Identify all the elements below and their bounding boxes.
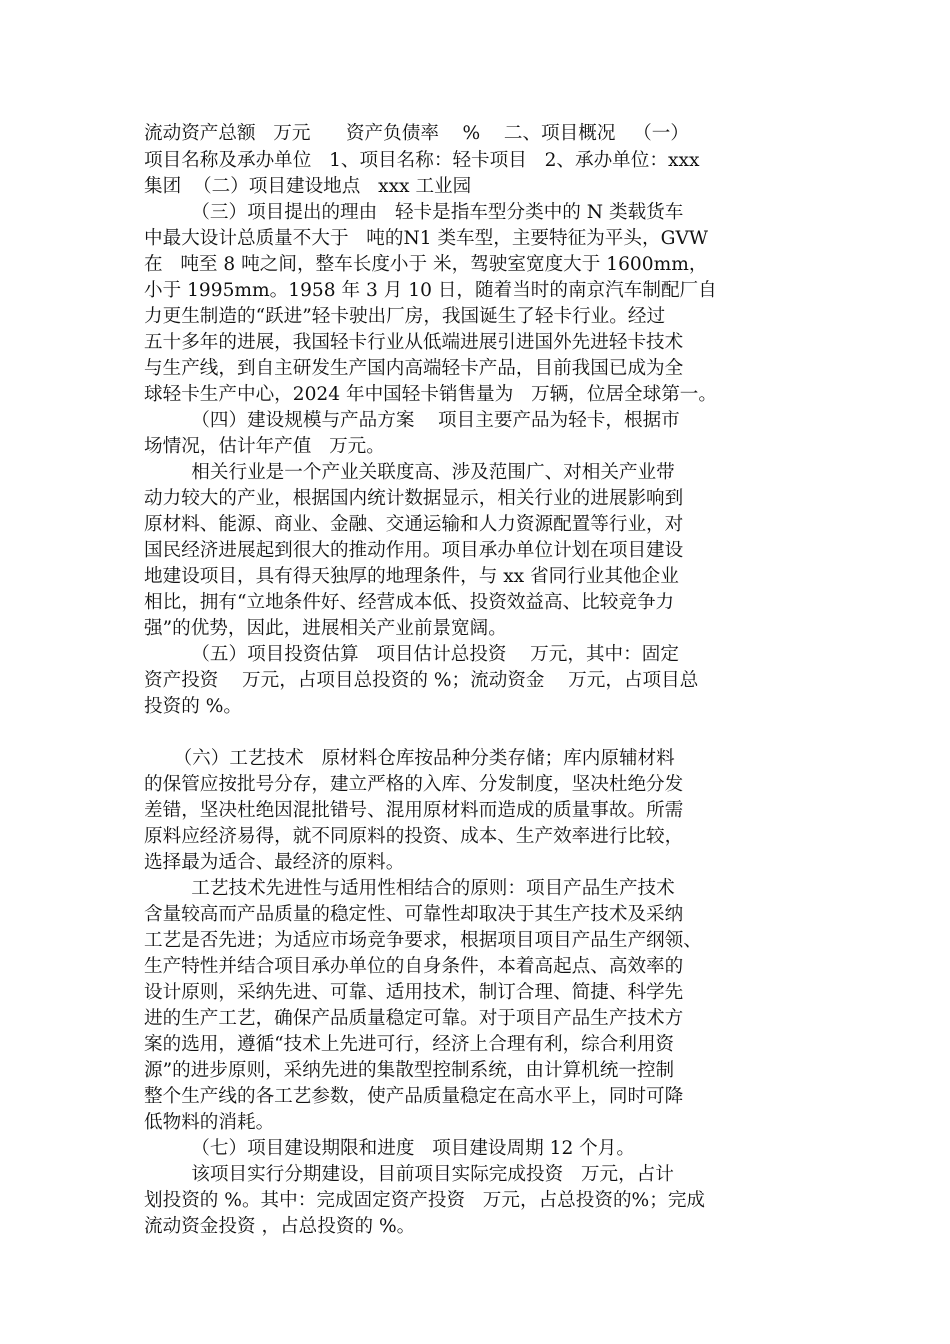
text-line: 设计原则，采纳先进、可靠、适用技术，制订合理、简捷、科学先 <box>144 982 684 1003</box>
text-line: 投资的 %。 <box>144 696 242 717</box>
text-line: 流动资金投资 ，占总投资的 %。 <box>144 1216 416 1237</box>
text-line: 地建设项目，具有得天独厚的地理条件，与 xx 省同行业其他企业 <box>144 566 679 587</box>
text-line: 场情况，估计年产值 万元。 <box>144 436 385 457</box>
text-line: 在 吨至 8 吨之间，整车长度小于 米，驾驶室宽度大于 1600mm， <box>144 254 708 275</box>
text-line: 含量较高而产品质量的稳定性、可靠性却取决于其生产技术及采纳 <box>144 904 684 925</box>
text-line: 五十多年的进展，我国轻卡行业从低端进展引进国外先进轻卡技术 <box>144 332 684 353</box>
text-line: 动力较大的产业，根据国内统计数据显示，相关行业的进展影响到 <box>144 488 684 509</box>
text-line: 项目名称及承办单位 1、项目名称：轻卡项目 2、承办单位：xxx <box>144 150 700 171</box>
text-line: 选择最为适合、最经济的原料。 <box>144 852 405 873</box>
text-line: 集团 （二）项目建设地点 xxx 工业园 <box>144 176 472 197</box>
text-line: 原材料、能源、商业、金融、交通运输和人力资源配置等行业，对 <box>144 514 684 535</box>
text-line: 工艺技术先进性与适用性相结合的原则：项目产品生产技术 <box>144 878 675 899</box>
text-line: 整个生产线的各工艺参数，使产品质量稳定在高水平上，同时可降 <box>144 1086 684 1107</box>
text-line: 划投资的 %。其中：完成固定资产投资 万元，占总投资的%；完成 <box>144 1190 706 1211</box>
text-line: （五）项目投资估算 项目估计总投资 万元，其中：固定 <box>144 644 679 665</box>
text-line: 力更生制造的“跃进”轻卡驶出厂房，我国诞生了轻卡行业。经过 <box>144 306 666 327</box>
text-line: 相关行业是一个产业关联度高、涉及范围广、对相关产业带 <box>144 462 675 483</box>
text-line <box>144 721 824 745</box>
text-line: 原料应经济易得，就不同原料的投资、成本、生产效率进行比较， <box>144 826 684 847</box>
text-line: 国民经济进展起到很大的推动作用。项目承办单位计划在项目建设 <box>144 540 684 561</box>
text-line: 中最大设计总质量不大于 吨的N1 类车型，主要特征为平头，GVW <box>144 228 708 249</box>
text-line: 进的生产工艺，确保产品质量稳定可靠。对于项目产品生产技术方 <box>144 1008 684 1029</box>
text-line: （七）项目建设期限和进度 项目建设周期 12 个月。 <box>144 1138 635 1159</box>
text-line: （三）项目提出的理由 轻卡是指车型分类中的 N 类载货车 <box>144 202 684 223</box>
text-line: 的保管应按批号分存，建立严格的入库、分发制度，坚决杜绝分发 <box>144 774 684 795</box>
text-line: 工艺是否先进；为适应市场竞争要求，根据项目项目产品生产纲领、 <box>144 930 702 951</box>
text-line: 与生产线，到自主研发生产国内高端轻卡产品，目前我国已成为全 <box>144 358 684 379</box>
text-line: 相比，拥有“立地条件好、经营成本低、投资效益高、比较竞争力 <box>144 592 675 613</box>
text-line: 资产投资 万元，占项目总投资的 %；流动资金 万元，占项目总 <box>144 670 699 691</box>
text-line: 流动资产总额 万元 资产负债率 % 二、项目概况 （一） <box>144 123 689 144</box>
text-line: 该项目实行分期建设，目前项目实际完成投资 万元，占计 <box>144 1164 674 1185</box>
text-line: 强”的优势，因此，进展相关产业前景宽阔。 <box>144 618 507 639</box>
text-line: 生产特性并结合项目承办单位的自身条件，本着高起点、高效率的 <box>144 956 684 977</box>
text-line: （四）建设规模与产品方案 项目主要产品为轻卡，根据市 <box>144 410 680 431</box>
text-line: 案的选用，遵循“技术上先进可行，经济上合理有利，综合利用资 <box>144 1034 675 1055</box>
text-line: 差错，坚决杜绝因混批错号、混用原材料而造成的质量事故。所需 <box>144 800 684 821</box>
text-line: 球轻卡生产中心，2024 年中国轻卡销售量为 万辆，位居全球第一。 <box>144 384 717 405</box>
text-line: 低物料的消耗。 <box>144 1112 275 1133</box>
text-line: 源”的进步原则，采纳先进的集散型控制系统，由计算机统一控制 <box>144 1060 675 1081</box>
text-line: 小于 1995mm。1958 年 3 月 10 日，随着当时的南京汽车制配厂自 <box>144 280 717 301</box>
text-line: （六）工艺技术 原材料仓库按品种分类存储；库内原辅材料 <box>144 748 675 769</box>
